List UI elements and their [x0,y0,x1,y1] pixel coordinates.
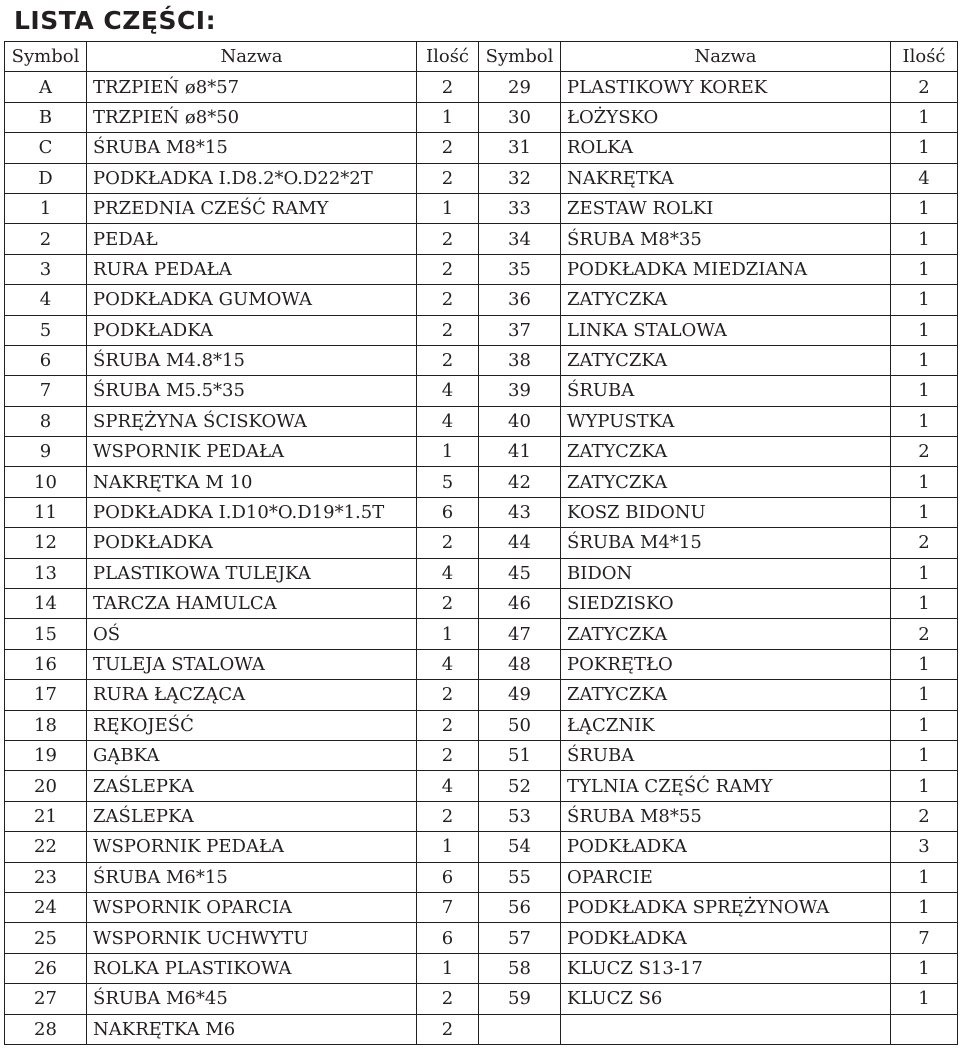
part-name: ŚRUBA [561,376,891,406]
part-name: PODKŁADKA SPRĘŻYNOWA [561,892,891,922]
part-quantity: 2 [417,163,479,193]
table-row [5,649,958,679]
part-symbol: 28 [5,1014,87,1044]
table-row [5,740,958,770]
table-row [5,923,958,953]
part-quantity: 7 [417,892,479,922]
part-name: NAKRĘTKA [561,163,891,193]
part-quantity: 1 [891,406,958,436]
part-quantity: 1 [417,619,479,649]
part-name: RĘKOJEŚĆ [87,710,417,740]
part-symbol: 43 [479,497,561,527]
part-symbol: 55 [479,862,561,892]
part-symbol: 16 [5,649,87,679]
part-quantity: 2 [417,345,479,375]
part-quantity: 4 [417,376,479,406]
part-symbol [479,1014,561,1044]
part-symbol: 50 [479,710,561,740]
part-name: ŁĄCZNIK [561,710,891,740]
part-quantity: 1 [891,771,958,801]
part-symbol: 18 [5,710,87,740]
part-symbol: 14 [5,589,87,619]
part-quantity: 1 [891,102,958,132]
part-name: ZATYCZKA [561,680,891,710]
table-row [5,467,958,497]
part-symbol: 59 [479,984,561,1014]
part-symbol: C [5,133,87,163]
part-name: PEDAŁ [87,224,417,254]
part-quantity: 1 [891,710,958,740]
part-symbol: 33 [479,193,561,223]
table-row [5,953,958,983]
part-quantity: 1 [891,254,958,284]
part-symbol: 54 [479,832,561,862]
part-quantity: 6 [417,497,479,527]
part-symbol: 9 [5,437,87,467]
part-quantity: 1 [891,558,958,588]
part-quantity: 2 [417,710,479,740]
part-symbol: 24 [5,892,87,922]
part-name: TARCZA HAMULCA [87,589,417,619]
table-row [5,984,958,1014]
part-quantity: 6 [417,862,479,892]
part-name: ZATYCZKA [561,619,891,649]
part-symbol: 31 [479,133,561,163]
part-quantity: 2 [417,72,479,102]
part-symbol: 29 [479,72,561,102]
part-symbol: 53 [479,801,561,831]
part-name: PODKŁADKA GUMOWA [87,285,417,315]
table-row [5,832,958,862]
part-quantity: 1 [891,224,958,254]
part-symbol: 15 [5,619,87,649]
parts-table [4,41,958,1045]
part-quantity: 1 [417,832,479,862]
part-symbol: 17 [5,680,87,710]
part-name: LINKA STALOWA [561,315,891,345]
part-symbol: 38 [479,345,561,375]
part-quantity: 1 [891,315,958,345]
part-name: RURA PEDAŁA [87,254,417,284]
part-symbol: 47 [479,619,561,649]
table-row [5,102,958,132]
part-symbol: D [5,163,87,193]
part-name: PLASTIKOWY KOREK [561,72,891,102]
part-name: NAKRĘTKA M 10 [87,467,417,497]
part-quantity: 1 [891,345,958,375]
part-symbol: 26 [5,953,87,983]
part-quantity: 2 [417,1014,479,1044]
part-symbol: 44 [479,528,561,558]
part-name: BIDON [561,558,891,588]
part-quantity [891,1014,958,1044]
part-name: POKRĘTŁO [561,649,891,679]
part-name: ŚRUBA M8*55 [561,801,891,831]
part-name: TULEJA STALOWA [87,649,417,679]
part-quantity: 1 [891,680,958,710]
table-row [5,1014,958,1044]
part-name: SIEDZISKO [561,589,891,619]
part-name: PRZEDNIA CZEŚĆ RAMY [87,193,417,223]
table-row [5,193,958,223]
header-quantity: Ilość [891,42,958,72]
part-symbol: 7 [5,376,87,406]
part-name: WYPUSTKA [561,406,891,436]
part-symbol: 41 [479,437,561,467]
part-quantity: 1 [891,862,958,892]
part-symbol: 12 [5,528,87,558]
part-name: WSPORNIK UCHWYTU [87,923,417,953]
part-symbol: 10 [5,467,87,497]
part-name: OŚ [87,619,417,649]
part-quantity: 1 [891,649,958,679]
part-quantity: 1 [417,437,479,467]
part-quantity: 2 [417,133,479,163]
part-quantity: 1 [891,467,958,497]
part-quantity: 4 [417,558,479,588]
part-quantity: 1 [891,285,958,315]
part-name: PODKŁADKA I.D8.2*O.D22*2T [87,163,417,193]
part-name: ZAŚLEPKA [87,801,417,831]
part-name: ŚRUBA M4.8*15 [87,345,417,375]
part-symbol: 42 [479,467,561,497]
part-name: KLUCZ S13-17 [561,953,891,983]
part-symbol: 46 [479,589,561,619]
part-name: SPRĘŻYNA ŚCISKOWA [87,406,417,436]
table-row [5,133,958,163]
part-quantity: 1 [417,193,479,223]
part-name: OPARCIE [561,862,891,892]
part-name: ZATYCZKA [561,345,891,375]
part-quantity: 1 [417,953,479,983]
table-row [5,376,958,406]
table-header-row [5,42,958,72]
part-symbol: 35 [479,254,561,284]
part-symbol: 19 [5,740,87,770]
part-name: KOSZ BIDONU [561,497,891,527]
part-symbol: 4 [5,285,87,315]
table-row [5,801,958,831]
part-symbol: 56 [479,892,561,922]
part-symbol: 37 [479,315,561,345]
part-name: ŚRUBA M6*15 [87,862,417,892]
header-symbol: Symbol [5,42,87,72]
part-quantity: 1 [891,740,958,770]
part-quantity: 3 [891,832,958,862]
table-row [5,163,958,193]
table-row [5,589,958,619]
part-quantity: 2 [891,528,958,558]
table-row [5,710,958,740]
part-symbol: 30 [479,102,561,132]
part-name: WSPORNIK PEDAŁA [87,832,417,862]
part-name: TRZPIEŃ ø8*50 [87,102,417,132]
part-name: ZATYCZKA [561,285,891,315]
part-symbol: 58 [479,953,561,983]
part-quantity: 1 [891,892,958,922]
part-symbol: 23 [5,862,87,892]
page-title: LISTA CZĘŚCI: [14,6,217,35]
part-symbol: 27 [5,984,87,1014]
part-quantity: 2 [417,254,479,284]
table-row [5,619,958,649]
part-quantity: 2 [417,589,479,619]
part-symbol: 36 [479,285,561,315]
table-row [5,345,958,375]
part-name: ROLKA [561,133,891,163]
part-name: PODKŁADKA [87,528,417,558]
part-quantity: 4 [417,771,479,801]
part-name: ROLKA PLASTIKOWA [87,953,417,983]
table-row [5,680,958,710]
table-row [5,254,958,284]
part-name: ŁOŻYSKO [561,102,891,132]
part-name: ZATYCZKA [561,467,891,497]
part-symbol: 49 [479,680,561,710]
part-quantity: 4 [417,406,479,436]
table-row [5,862,958,892]
part-quantity: 1 [417,102,479,132]
part-quantity: 1 [891,376,958,406]
parts-table-body [5,72,958,1045]
part-name: PODKŁADKA [561,832,891,862]
part-name: ZATYCZKA [561,437,891,467]
part-symbol: 5 [5,315,87,345]
part-quantity: 2 [891,619,958,649]
part-name: ŚRUBA M5.5*35 [87,376,417,406]
part-symbol: 8 [5,406,87,436]
part-quantity: 2 [417,801,479,831]
part-name: ZESTAW ROLKI [561,193,891,223]
part-quantity: 2 [891,437,958,467]
part-name: ŚRUBA M8*35 [561,224,891,254]
part-name: ZAŚLEPKA [87,771,417,801]
part-quantity: 2 [417,528,479,558]
part-symbol: 32 [479,163,561,193]
part-name: PLASTIKOWA TULEJKA [87,558,417,588]
part-name: TRZPIEŃ ø8*57 [87,72,417,102]
table-row [5,497,958,527]
part-symbol: 20 [5,771,87,801]
part-symbol: 6 [5,345,87,375]
table-row [5,437,958,467]
part-name [561,1014,891,1044]
table-row [5,771,958,801]
part-quantity: 1 [891,497,958,527]
part-symbol: 57 [479,923,561,953]
header-name: Nazwa [561,42,891,72]
part-quantity: 2 [417,740,479,770]
part-name: PODKŁADKA [87,315,417,345]
table-row [5,406,958,436]
part-name: GĄBKA [87,740,417,770]
part-quantity: 2 [417,984,479,1014]
table-row [5,528,958,558]
part-symbol: 11 [5,497,87,527]
part-quantity: 1 [891,984,958,1014]
part-quantity: 1 [891,193,958,223]
part-symbol: 2 [5,224,87,254]
part-quantity: 1 [891,589,958,619]
part-quantity: 2 [417,224,479,254]
part-quantity: 2 [417,680,479,710]
part-quantity: 2 [891,72,958,102]
part-symbol: 25 [5,923,87,953]
part-quantity: 5 [417,467,479,497]
part-symbol: 1 [5,193,87,223]
part-symbol: 22 [5,832,87,862]
table-row [5,892,958,922]
part-symbol: A [5,72,87,102]
part-symbol: 52 [479,771,561,801]
header-quantity: Ilość [417,42,479,72]
table-row [5,315,958,345]
part-name: NAKRĘTKA M6 [87,1014,417,1044]
part-name: ŚRUBA M6*45 [87,984,417,1014]
table-row [5,224,958,254]
part-quantity: 7 [891,923,958,953]
part-symbol: 48 [479,649,561,679]
part-name: WSPORNIK PEDAŁA [87,437,417,467]
part-quantity: 2 [417,315,479,345]
table-row [5,285,958,315]
part-symbol: B [5,102,87,132]
part-quantity: 1 [891,133,958,163]
part-symbol: 3 [5,254,87,284]
table-row [5,558,958,588]
part-quantity: 1 [891,953,958,983]
table-row [5,72,958,102]
part-symbol: 40 [479,406,561,436]
part-quantity: 2 [891,801,958,831]
part-name: PODKŁADKA MIEDZIANA [561,254,891,284]
part-name: TYLNIA CZĘŚĆ RAMY [561,771,891,801]
part-symbol: 21 [5,801,87,831]
part-name: PODKŁADKA [561,923,891,953]
header-symbol: Symbol [479,42,561,72]
part-quantity: 2 [417,285,479,315]
part-name: RURA ŁĄCZĄCA [87,680,417,710]
part-symbol: 13 [5,558,87,588]
part-quantity: 4 [417,649,479,679]
part-symbol: 51 [479,740,561,770]
part-name: ŚRUBA M8*15 [87,133,417,163]
part-name: KLUCZ S6 [561,984,891,1014]
part-symbol: 45 [479,558,561,588]
part-symbol: 39 [479,376,561,406]
part-symbol: 34 [479,224,561,254]
part-name: PODKŁADKA I.D10*O.D19*1.5T [87,497,417,527]
part-quantity: 4 [891,163,958,193]
part-name: ŚRUBA [561,740,891,770]
part-name: WSPORNIK OPARCIA [87,892,417,922]
part-quantity: 6 [417,923,479,953]
header-name: Nazwa [87,42,417,72]
part-name: ŚRUBA M4*15 [561,528,891,558]
